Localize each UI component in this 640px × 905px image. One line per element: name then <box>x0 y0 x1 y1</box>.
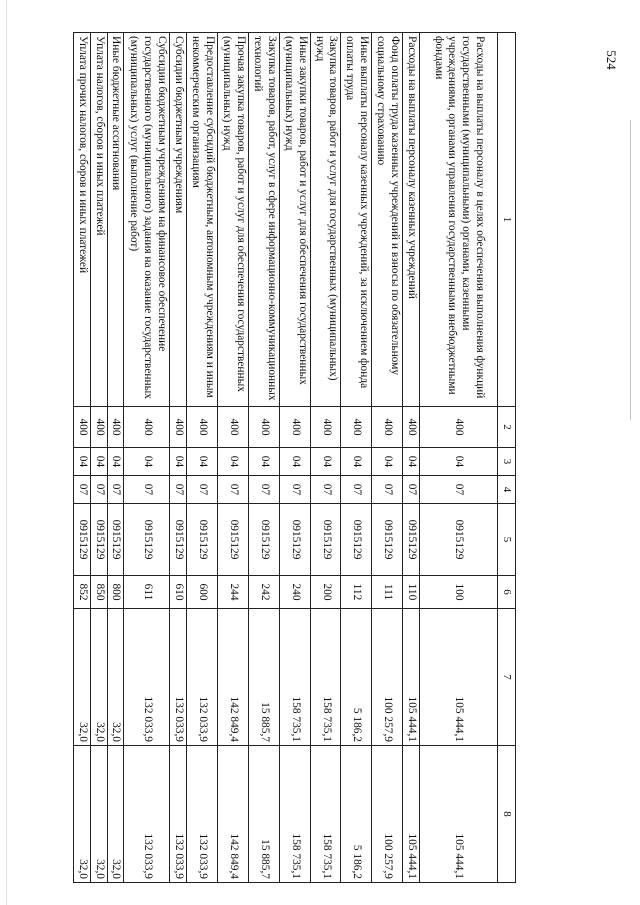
expense-type-cell: 242 <box>249 576 280 609</box>
amount-cell: 100 257,9 <box>372 746 403 883</box>
section-cell: 04 <box>73 448 90 476</box>
subsection-cell: 07 <box>124 476 170 504</box>
amount-cell: 32,0 <box>73 746 90 883</box>
table-row <box>107 33 124 883</box>
target-article-cell: 0915129 <box>420 504 498 576</box>
subsection-cell: 07 <box>170 476 187 504</box>
subsection-cell: 07 <box>310 476 341 504</box>
expense-type-cell: 850 <box>90 576 107 609</box>
target-article-cell: 0915129 <box>124 504 170 576</box>
ministry-code-cell: 400 <box>90 407 107 448</box>
subsection-cell: 07 <box>420 476 498 504</box>
expense-type-cell: 244 <box>218 576 249 609</box>
amount-cell: 32,0 <box>107 609 124 746</box>
expense-type-cell: 611 <box>124 576 170 609</box>
page-number: 524 <box>604 50 619 70</box>
section-cell: 04 <box>218 448 249 476</box>
target-article-cell: 0915129 <box>73 504 90 576</box>
scan-edge-mark <box>6 0 7 905</box>
target-article-cell: 0915129 <box>170 504 187 576</box>
row-name-cell: Фонд оплаты труда казенных учреждений и взносы по обязательному социальному страхованию <box>372 33 403 407</box>
column-header: 2 <box>498 407 516 448</box>
amount-cell: 15 885,7 <box>249 746 280 883</box>
section-cell: 04 <box>279 448 310 476</box>
expense-type-cell: 600 <box>187 576 218 609</box>
section-cell: 04 <box>170 448 187 476</box>
expense-type-cell: 800 <box>107 576 124 609</box>
subsection-cell: 07 <box>279 476 310 504</box>
amount-cell: 32,0 <box>73 609 90 746</box>
expense-type-cell: 200 <box>310 576 341 609</box>
row-name-cell: Закупка товаров, работ, услуг в сфере информационно-коммуникационных технологий <box>249 33 280 407</box>
subsection-cell: 07 <box>249 476 280 504</box>
row-name-cell: Закупка товаров, работ и услуг для государственных (муниципальных) нужд <box>310 33 341 407</box>
amount-cell: 105 444,1 <box>420 746 498 883</box>
ministry-code-cell: 400 <box>187 407 218 448</box>
ministry-code-cell: 400 <box>341 407 372 448</box>
column-header: 8 <box>498 746 516 883</box>
amount-cell: 158 735,1 <box>279 746 310 883</box>
section-cell: 04 <box>341 448 372 476</box>
ministry-code-cell: 400 <box>218 407 249 448</box>
ministry-code-cell: 400 <box>249 407 280 448</box>
expense-type-cell: 112 <box>341 576 372 609</box>
table-row <box>420 33 498 883</box>
section-cell: 04 <box>90 448 107 476</box>
scan-edge-mark <box>630 120 631 420</box>
table-row <box>279 33 310 883</box>
table-row <box>372 33 403 883</box>
expense-type-cell: 110 <box>403 576 420 609</box>
target-article-cell: 0915129 <box>279 504 310 576</box>
table-row <box>403 33 420 883</box>
rotated-table-container <box>76 32 516 882</box>
target-article-cell: 0915129 <box>341 504 372 576</box>
amount-cell: 132 033,9 <box>124 609 170 746</box>
subsection-cell: 07 <box>73 476 90 504</box>
expense-type-cell: 111 <box>372 576 403 609</box>
budget-table <box>73 32 516 883</box>
target-article-cell: 0915129 <box>218 504 249 576</box>
expense-type-cell: 610 <box>170 576 187 609</box>
subsection-cell: 07 <box>187 476 218 504</box>
row-name-cell: Расходы на выплаты персоналу казенных учреждений <box>403 33 420 407</box>
ministry-code-cell: 400 <box>372 407 403 448</box>
amount-cell: 142 849,4 <box>218 609 249 746</box>
amount-cell: 132 033,9 <box>124 746 170 883</box>
target-article-cell: 0915129 <box>90 504 107 576</box>
amount-cell: 15 885,7 <box>249 609 280 746</box>
amount-cell: 5 186,2 <box>341 609 372 746</box>
row-name-cell: Прочая закупка товаров, работ и услуг для обеспечения государственных (муниципальных) нужд <box>218 33 249 407</box>
column-header: 4 <box>498 476 516 504</box>
amount-cell: 5 186,2 <box>341 746 372 883</box>
amount-cell: 32,0 <box>107 746 124 883</box>
section-cell: 04 <box>372 448 403 476</box>
column-header: 5 <box>498 504 516 576</box>
table-row <box>170 33 187 883</box>
row-name-cell: Субсидии бюджетным учреждениям <box>170 33 187 407</box>
expense-type-cell: 100 <box>420 576 498 609</box>
amount-cell: 105 444,1 <box>420 609 498 746</box>
expense-type-cell: 240 <box>279 576 310 609</box>
ministry-code-cell: 400 <box>170 407 187 448</box>
amount-cell: 142 849,4 <box>218 746 249 883</box>
amount-cell: 132 033,9 <box>187 609 218 746</box>
row-name-cell: Уплата налогов, сборов и иных платежей <box>90 33 107 407</box>
subsection-cell: 07 <box>107 476 124 504</box>
target-article-cell: 0915129 <box>310 504 341 576</box>
subsection-cell: 07 <box>90 476 107 504</box>
section-cell: 04 <box>249 448 280 476</box>
target-article-cell: 0915129 <box>249 504 280 576</box>
table-row <box>218 33 249 883</box>
target-article-cell: 0915129 <box>187 504 218 576</box>
subsection-cell: 07 <box>403 476 420 504</box>
amount-cell: 32,0 <box>90 609 107 746</box>
section-cell: 04 <box>187 448 218 476</box>
table-row <box>341 33 372 883</box>
amount-cell: 132 033,9 <box>170 746 187 883</box>
ministry-code-cell: 400 <box>403 407 420 448</box>
ministry-code-cell: 400 <box>107 407 124 448</box>
ministry-code-cell: 400 <box>310 407 341 448</box>
table-header-row <box>498 33 516 883</box>
amount-cell: 105 444,1 <box>403 746 420 883</box>
section-cell: 04 <box>107 448 124 476</box>
subsection-cell: 07 <box>218 476 249 504</box>
section-cell: 04 <box>403 448 420 476</box>
target-article-cell: 0915129 <box>403 504 420 576</box>
row-name-cell: Субсидии бюджетным учреждениям на финансовое обеспечение государственного (муниципального) задания на оказание государственных (муниципальных) услуг (выполнение работ) <box>124 33 170 407</box>
ministry-code-cell: 400 <box>73 407 90 448</box>
row-name-cell: Расходы на выплаты персоналу в целях обеспечения выполнения функций государственными (муниципальными) органами, казенными учреждениями, органами управления государственными внебюджетными фондами <box>420 33 498 407</box>
subsection-cell: 07 <box>341 476 372 504</box>
amount-cell: 158 735,1 <box>279 609 310 746</box>
amount-cell: 32,0 <box>90 746 107 883</box>
table-row <box>310 33 341 883</box>
column-header: 3 <box>498 448 516 476</box>
amount-cell: 105 444,1 <box>403 609 420 746</box>
row-name-cell: Уплата прочих налогов, сборов и иных платежей <box>73 33 90 407</box>
row-name-cell: Иные закупки товаров, работ и услуг для обеспечения государственных (муниципальных) нужд <box>279 33 310 407</box>
expense-type-cell: 852 <box>73 576 90 609</box>
section-cell: 04 <box>420 448 498 476</box>
row-name-cell: Предоставление субсидий бюджетным, автономным учреждениям и иным некоммерческим организациям <box>187 33 218 407</box>
column-header: 7 <box>498 609 516 746</box>
table-row <box>124 33 170 883</box>
amount-cell: 100 257,9 <box>372 609 403 746</box>
column-header: 6 <box>498 576 516 609</box>
subsection-cell: 07 <box>372 476 403 504</box>
table-row <box>249 33 280 883</box>
section-cell: 04 <box>124 448 170 476</box>
section-cell: 04 <box>310 448 341 476</box>
column-header: 1 <box>498 33 516 407</box>
row-name-cell: Иные бюджетные ассигнования <box>107 33 124 407</box>
target-article-cell: 0915129 <box>107 504 124 576</box>
ministry-code-cell: 400 <box>279 407 310 448</box>
table-row <box>90 33 107 883</box>
table-row <box>187 33 218 883</box>
ministry-code-cell: 400 <box>124 407 170 448</box>
ministry-code-cell: 400 <box>420 407 498 448</box>
amount-cell: 158 735,1 <box>310 609 341 746</box>
row-name-cell: Иные выплаты персоналу казенных учреждений, за исключением фонда оплаты труда <box>341 33 372 407</box>
table-row <box>73 33 90 883</box>
target-article-cell: 0915129 <box>372 504 403 576</box>
amount-cell: 158 735,1 <box>310 746 341 883</box>
amount-cell: 132 033,9 <box>170 609 187 746</box>
amount-cell: 132 033,9 <box>187 746 218 883</box>
